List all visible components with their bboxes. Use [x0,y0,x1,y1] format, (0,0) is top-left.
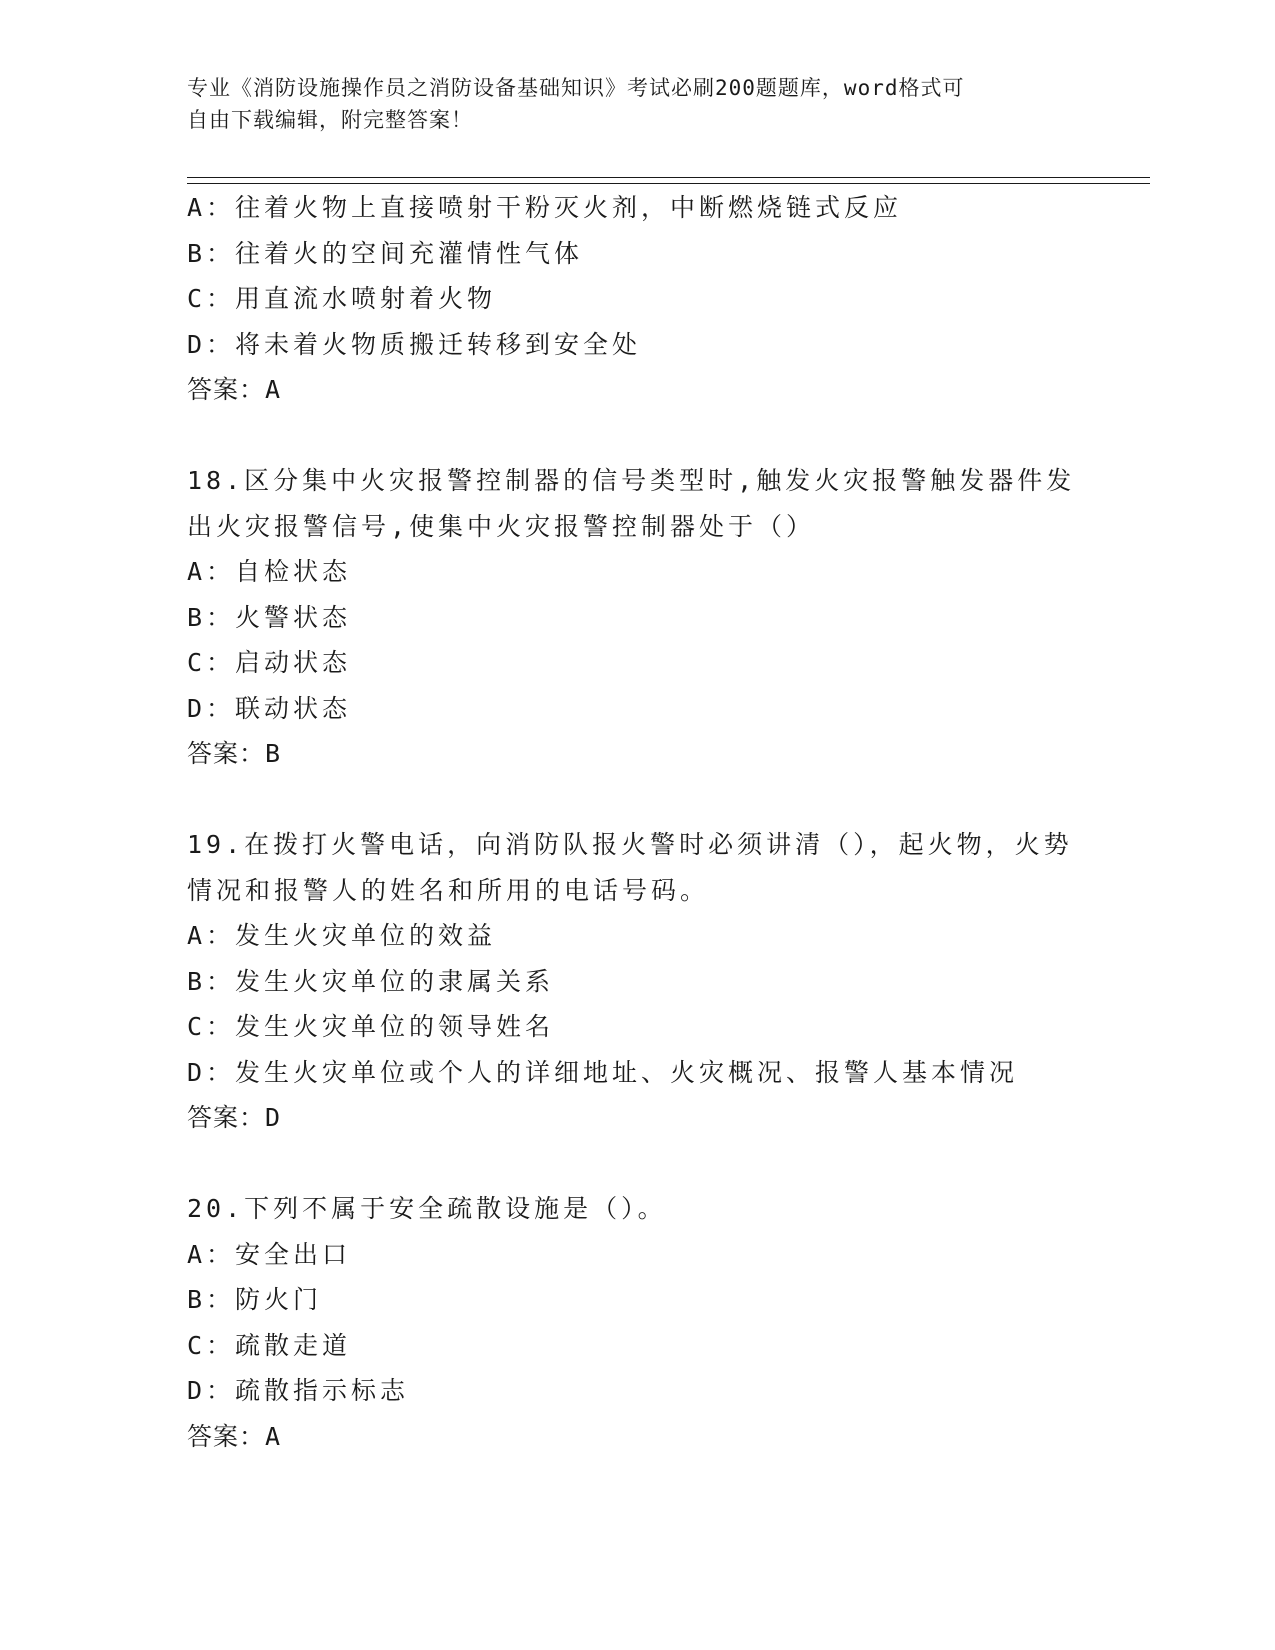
header-divider-top [187,177,1150,178]
option-c: C：用直流水喷射着火物 [187,284,497,313]
answer-label: 答案： [187,1421,266,1451]
stem-line-1: 18.区分集中火灾报警控制器的信号类型时,触发火灾报警触发器件发 [187,466,1076,495]
spacer [187,413,1147,459]
option-c: C：启动状态 [187,648,352,677]
answer-value: A [265,1421,282,1451]
stem-line-1: 19.在拨打火警电话，向消防队报火警时必须讲清（），起火物，火势 [187,830,1073,859]
answer-value: A [265,375,282,404]
option-d: D：联动状态 [187,693,352,723]
answer-line [187,1095,1147,1141]
answer-label: 答案： [187,375,266,404]
option-b: B：防火门 [187,1285,323,1314]
option-a: A：往着火物上直接喷射干粉灭火剂，中断燃烧链式反应 [187,193,903,222]
question-list [187,185,1147,1459]
answer-line [187,1414,1147,1460]
stem-line-2: 情况和报警人的姓名和所用的电话号码。 [187,875,710,905]
option-b: B：往着火的空间充灌情性气体 [187,238,584,268]
document-header [187,72,1087,136]
stem-line-2: 出火灾报警信号,使集中火灾报警控制器处于（） [187,511,816,541]
question-stem [187,458,1076,549]
option-d: D：将未着火物质搬迁转移到安全处 [187,329,642,359]
option-a: A：安全出口 [187,1239,352,1269]
question-stem [187,1186,1067,1232]
answer-label: 答案： [187,739,266,768]
answer-value: D [265,1103,282,1132]
question-18 [187,458,1147,777]
question-stem [187,822,1073,913]
option-c: C：疏散走道 [187,1330,352,1360]
option-d: D：发生火灾单位或个人的详细地址、火灾概况、报警人基本情况 [187,1057,1019,1087]
answer-value: B [265,739,282,768]
spacer [187,1141,1147,1187]
answer-label: 答案： [187,1103,266,1132]
option-b: B：发生火灾单位的隶属关系 [187,966,555,996]
option-c: C：发生火灾单位的领导姓名 [187,1012,555,1041]
answer-line [187,731,1147,777]
option-a: A：发生火灾单位的效益 [187,921,497,950]
header-line-2: 自由下载编辑，附完整答案！ [187,108,473,132]
header-line-1: 专业《消防设施操作员之消防设备基础知识》考试必刷200题题库，word格式可 [187,76,965,100]
answer-line [187,367,1147,413]
option-a: A：自检状态 [187,557,352,586]
option-b: B：火警状态 [187,602,352,632]
header-divider-bottom [187,183,1150,184]
stem-line-1: 20.下列不属于安全疏散设施是（）。 [187,1194,667,1223]
option-d: D：疏散指示标志 [187,1376,410,1405]
question-19 [187,822,1147,1141]
question-17 [187,185,1147,413]
spacer [187,777,1147,823]
question-20 [187,1186,1147,1459]
